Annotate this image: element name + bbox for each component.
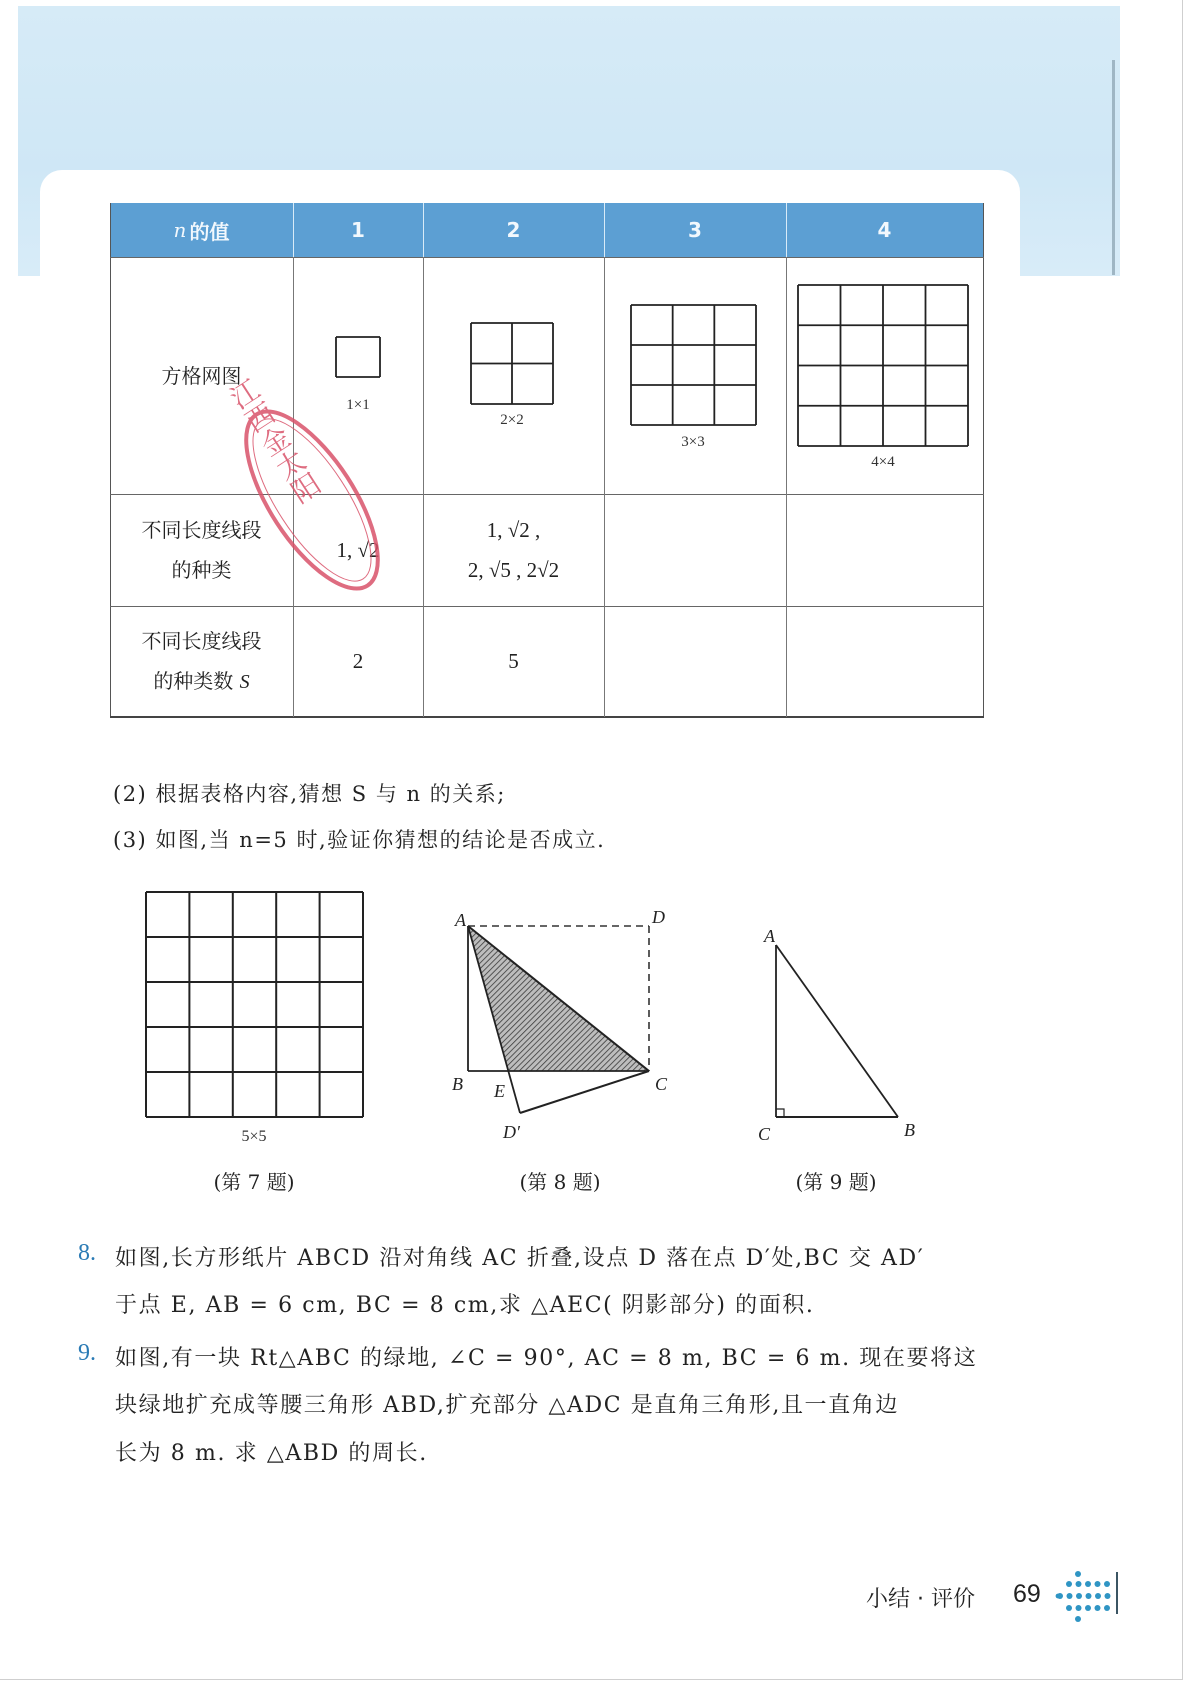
footer-dot: [1057, 1593, 1063, 1599]
footer-dot: [1075, 1616, 1081, 1622]
footer-dot: [1076, 1605, 1082, 1611]
header-n-var: n: [173, 218, 187, 242]
fig8-label-c: C: [655, 1074, 668, 1094]
fig8-label-d: D: [652, 907, 665, 927]
segment-count-n1: 2: [352, 649, 364, 673]
grid-caption-3: 3×3: [681, 434, 705, 450]
footer-dot: [1104, 1605, 1110, 1611]
segment-count-n2: 5: [508, 649, 519, 673]
problem-9-line-1: 如图,有一块 Rt△ABC 的绿地, ∠C = 90°, AC = 8 m, BC = 6 m. 现在要将这: [115, 1346, 978, 1371]
problem-9-line-3: 长为 8 m. 求 △ABD 的周长.: [115, 1441, 428, 1466]
fig7-caption: (第 7 题): [213, 1170, 295, 1194]
footer-dots-decoration: [1056, 1571, 1117, 1622]
header-col-3: 3: [688, 218, 702, 242]
header-n-text: 的值: [189, 219, 230, 244]
fig9-caption: (第 9 题): [795, 1170, 877, 1194]
fig9-right-angle-mark: [776, 1109, 784, 1117]
footer-dot: [1105, 1593, 1111, 1599]
table-grid-figures: [336, 285, 968, 446]
header-col-1: 1: [351, 218, 365, 242]
table-grid-3x3: [631, 305, 756, 425]
footer-dot: [1085, 1581, 1091, 1587]
segment-types-n2-line2: 2, √5 , 2√2: [467, 558, 560, 582]
row-label-line2-text: 的种类数: [153, 668, 234, 693]
footer-dot: [1095, 1593, 1101, 1599]
fig8-label-d-prime: D′: [503, 1122, 520, 1142]
page-number: 69: [1013, 1580, 1041, 1608]
header-col-4: 4: [877, 218, 892, 242]
fig8-label-e: E: [494, 1081, 505, 1101]
subquestion-2-text: 根据表格内容,猜想 S 与 n 的关系;: [155, 782, 506, 806]
footer-dot: [1075, 1571, 1081, 1577]
subquestion-3-number: (3): [113, 828, 148, 852]
row-label-line2: 的种类: [171, 558, 232, 582]
table-grid-2x2: [471, 323, 553, 404]
problem-8-line-1: 如图,长方形纸片 ABCD 沿对角线 AC 折叠,设点 D 落在点 D′处,BC 交 AD′: [115, 1246, 925, 1271]
fig9-label-a: A: [764, 926, 775, 946]
subquestion-3: [113, 824, 605, 854]
footer-dot: [1085, 1605, 1091, 1611]
footer-dot: [1066, 1581, 1072, 1587]
row-label-line1: 不同长度线段: [141, 518, 262, 542]
subquestion-2-number: (2): [113, 782, 148, 806]
fig8-label-a: A: [455, 910, 466, 930]
header-col-2: 2: [506, 218, 521, 242]
problem-9-line-2: 块绿地扩充成等腰三角形 ABD,扩充部分 △ADC 是直角三角形,且一直角边: [115, 1393, 899, 1418]
fig8-caption: (第 8 题): [519, 1170, 601, 1194]
grid-caption-1: 1×1: [346, 397, 370, 413]
footer-dot: [1066, 1605, 1072, 1611]
footer-dot: [1095, 1581, 1101, 1587]
footer-dot: [1067, 1593, 1073, 1599]
stamp-text: 江西金太阳: [221, 373, 326, 509]
stamp: [201, 360, 403, 609]
grid-caption-4: 4×4: [871, 454, 895, 470]
fig9-hypotenuse-ab: [776, 945, 898, 1117]
subquestion-2: [113, 778, 506, 808]
footer-dot: [1076, 1593, 1082, 1599]
segment-types-n2-line1: 1, √2 ,: [486, 518, 541, 542]
segment-types-n1: 1, √2: [336, 538, 380, 562]
grid-caption-2: 2×2: [500, 412, 524, 428]
footer-dot: [1076, 1581, 1082, 1587]
fig7-grid-label: 5×5: [241, 1128, 267, 1145]
row-label-grid: 方格网图: [161, 363, 242, 388]
fig8-diagram: [452, 907, 668, 1142]
problem-9-number: 9.: [78, 1340, 96, 1366]
row-label-var-s: S: [239, 670, 250, 693]
fig9-label-b: B: [904, 1120, 915, 1140]
problem-8-number: 8.: [78, 1240, 96, 1266]
footer-dot: [1095, 1605, 1101, 1611]
fig7-grid-5x5: [146, 892, 363, 1117]
fig9-diagram: [758, 926, 915, 1144]
footer-dot: [1086, 1593, 1092, 1599]
footer-section-title: 小结 · 评价: [866, 1587, 975, 1612]
fig8-label-b: B: [452, 1074, 463, 1094]
problem-8-line-2: 于点 E, AB = 6 cm, BC = 8 cm,求 △AEC( 阴影部分) 的面积.: [115, 1293, 815, 1318]
table-grid-1x1: [336, 337, 380, 377]
table-grid-4x4: [798, 285, 968, 446]
footer-dot: [1104, 1581, 1110, 1587]
fig7-grid-lines: [146, 892, 363, 1117]
fig8-side-d-prime-c: [520, 1071, 649, 1113]
row-label-line1: 不同长度线段: [141, 628, 262, 653]
subquestion-3-text: 如图,当 n=5 时,验证你猜想的结论是否成立.: [155, 828, 606, 852]
fig9-label-c: C: [758, 1124, 771, 1144]
